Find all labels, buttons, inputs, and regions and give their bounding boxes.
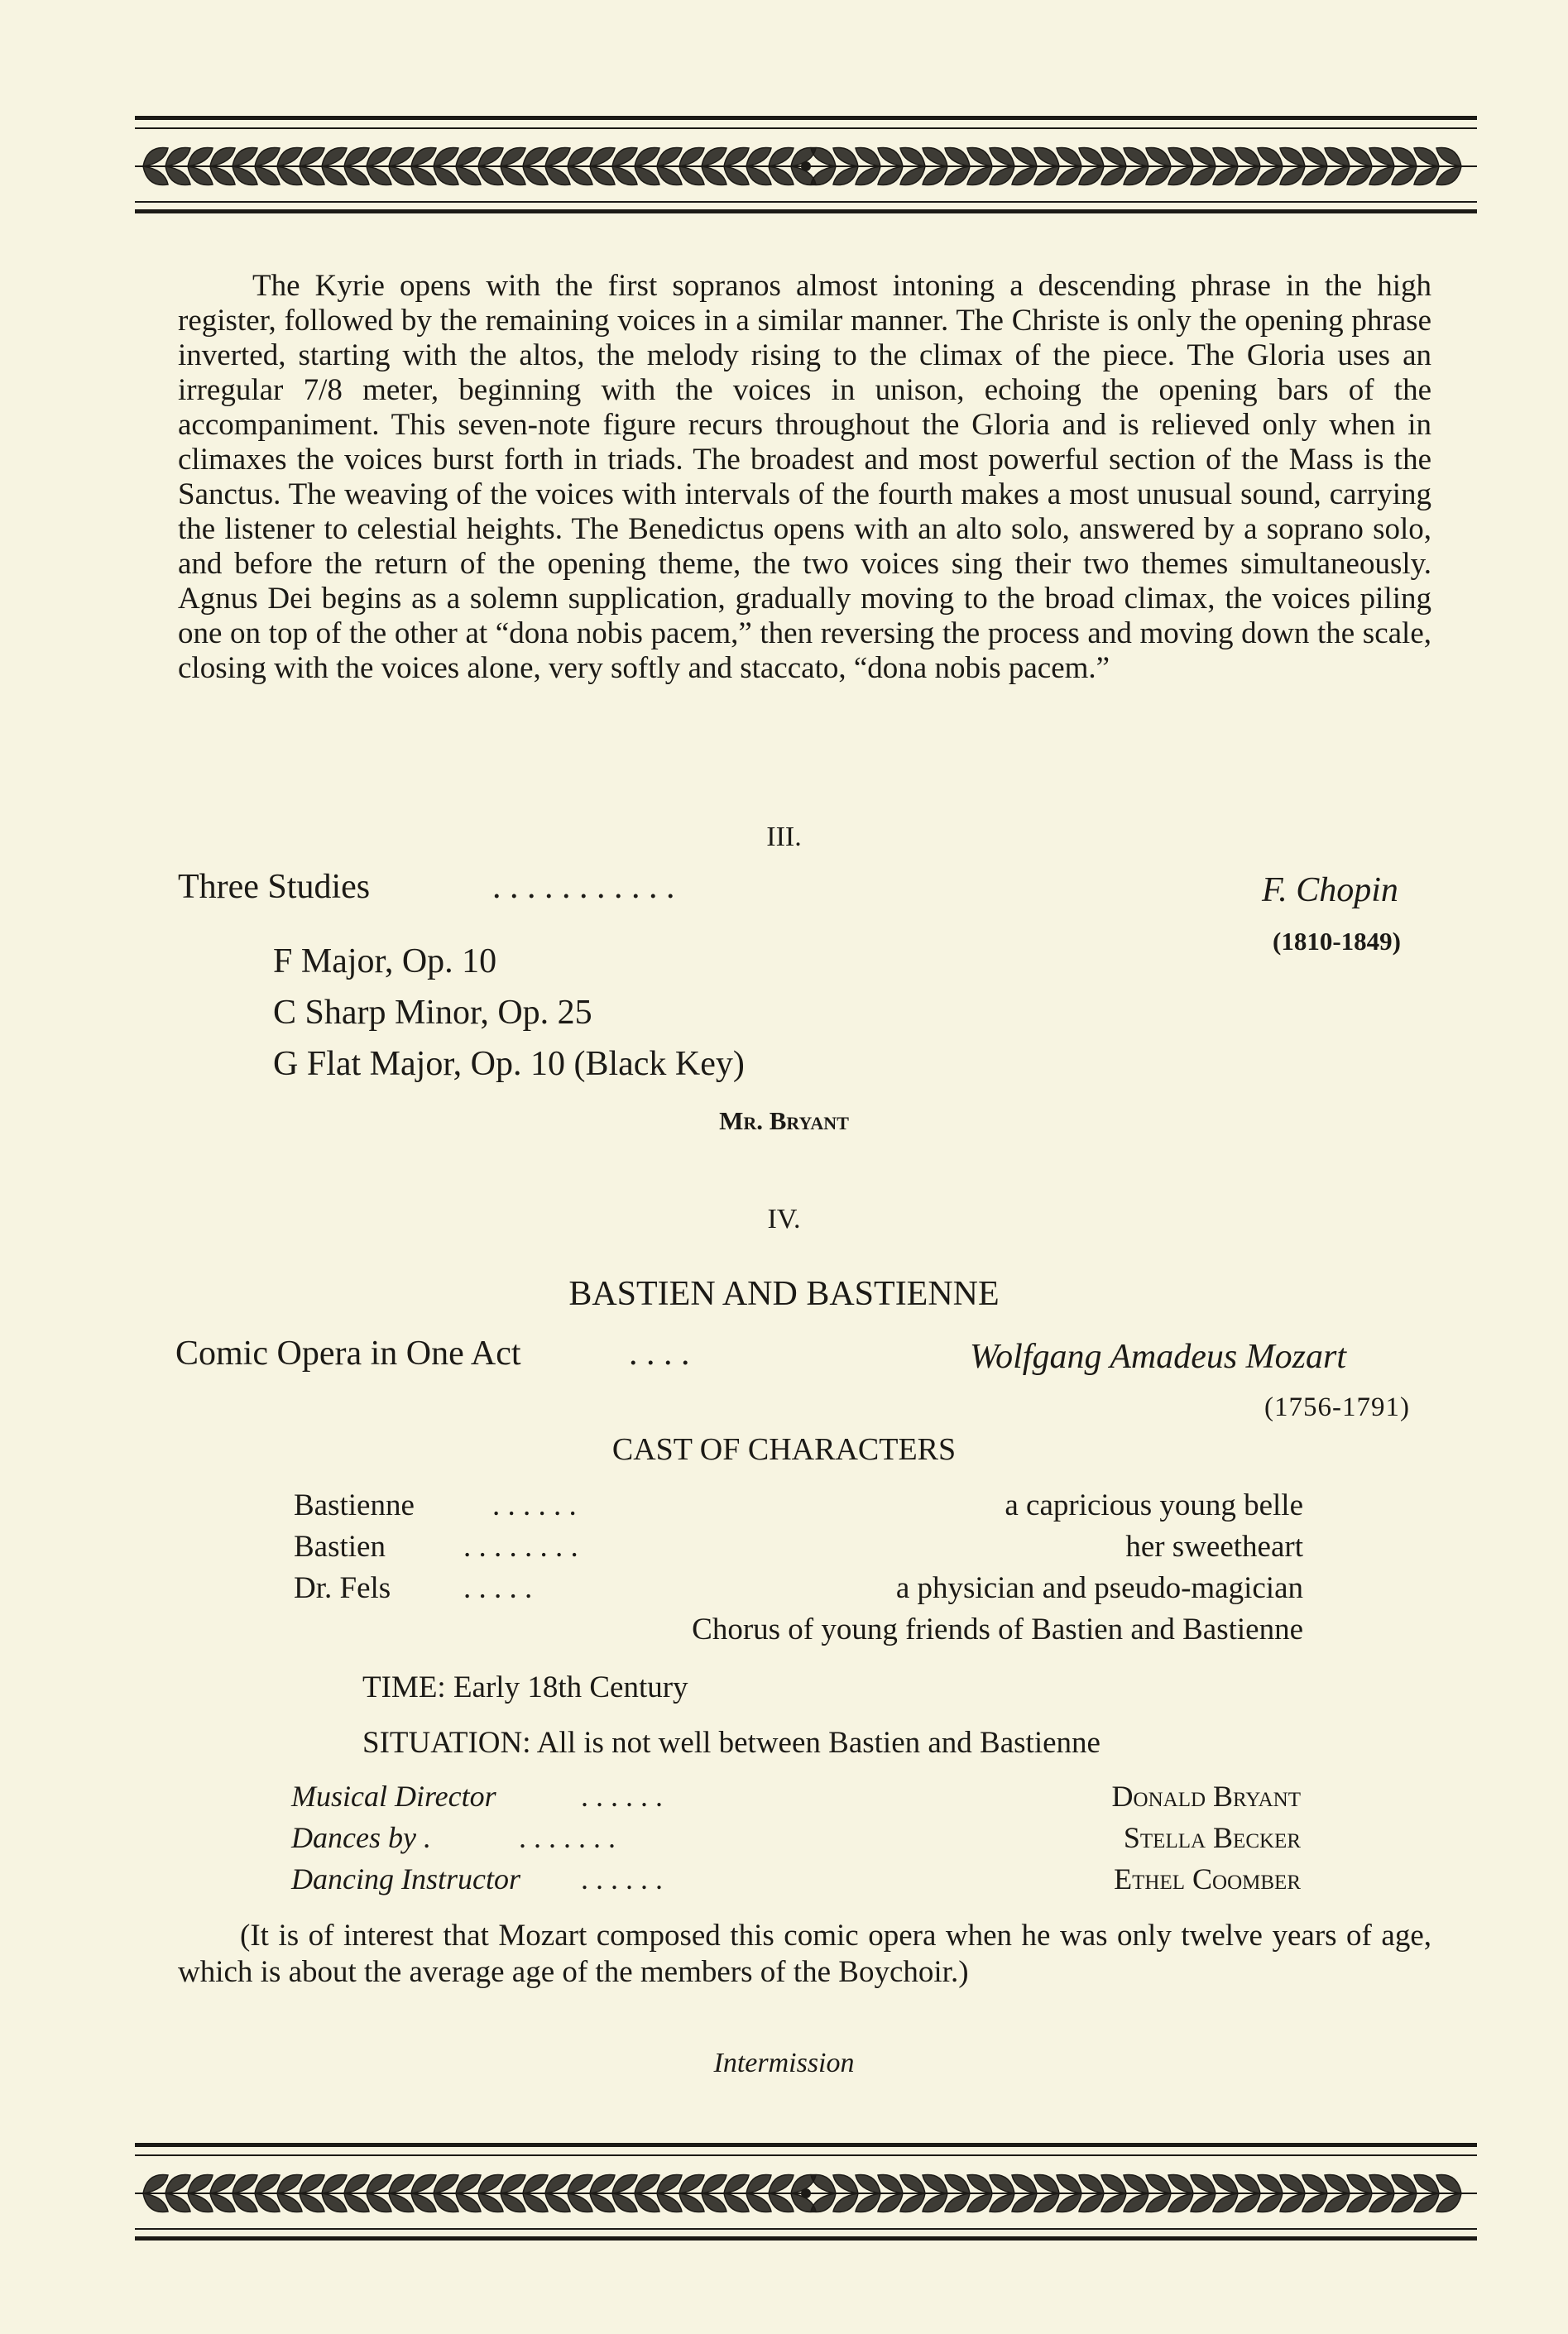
laurel-leaf-icon xyxy=(411,166,436,185)
laurel-leaf-icon xyxy=(1280,147,1305,166)
credit-leader-dots: . . . . . . xyxy=(581,1780,663,1813)
laurel-leaf-icon xyxy=(344,147,369,166)
laurel-leaf-icon xyxy=(501,166,525,185)
laurel-leaf-icon xyxy=(990,2174,1014,2193)
laurel-leaf-icon xyxy=(1012,147,1037,166)
laurel-leaf-icon xyxy=(389,2193,414,2212)
laurel-leaf-icon xyxy=(1213,2174,1238,2193)
laurel-leaf-icon xyxy=(1235,166,1260,185)
laurel-leaf-icon xyxy=(967,2193,992,2212)
cast-description: her sweetheart xyxy=(1125,1530,1303,1564)
laurel-leaf-icon xyxy=(501,2174,525,2193)
laurel-leaf-icon xyxy=(1235,2174,1260,2193)
laurel-leaf-icon xyxy=(1191,147,1216,166)
laurel-leaf-icon xyxy=(1057,147,1081,166)
laurel-leaf-icon xyxy=(1191,2174,1216,2193)
laurel-leaf-icon xyxy=(568,166,592,185)
laurel-leaf-icon xyxy=(1414,2174,1439,2193)
laurel-leaf-icon xyxy=(322,2174,347,2193)
laurel-leaf-icon xyxy=(233,166,257,185)
laurel-leaf-icon xyxy=(724,147,749,166)
laurel-leaf-icon xyxy=(1034,147,1059,166)
laurel-leaf-icon xyxy=(165,2174,190,2193)
credit-label: Dancing Instructor xyxy=(291,1862,520,1895)
laurel-leaf-icon xyxy=(188,2193,213,2212)
laurel-leaf-icon xyxy=(1369,2174,1394,2193)
laurel-leaf-icon xyxy=(923,2193,947,2212)
bottom-rule-outer xyxy=(135,2143,1477,2147)
laurel-leaf-icon xyxy=(545,166,570,185)
laurel-leaf-icon xyxy=(657,2174,682,2193)
study-item: F Major, Op. 10 xyxy=(273,942,497,980)
laurel-leaf-icon xyxy=(833,147,858,166)
laurel-leaf-icon xyxy=(434,166,458,185)
laurel-leaf-icon xyxy=(856,147,880,166)
laurel-border-icon xyxy=(135,2164,1477,2222)
laurel-leaf-icon xyxy=(411,2193,436,2212)
laurel-leaf-icon xyxy=(945,147,970,166)
laurel-leaf-icon xyxy=(1302,2174,1327,2193)
laurel-leaf-icon xyxy=(1124,2174,1148,2193)
laurel-leaf-icon xyxy=(322,147,347,166)
laurel-leaf-icon xyxy=(1436,2193,1461,2212)
laurel-leaf-icon xyxy=(545,2193,570,2212)
laurel-leaf-icon xyxy=(300,2174,324,2193)
laurel-leaf-icon xyxy=(1235,147,1260,166)
laurel-leaf-icon xyxy=(1012,2174,1037,2193)
laurel-leaf-icon xyxy=(165,166,190,185)
laurel-leaf-icon xyxy=(856,166,880,185)
laurel-leaf-icon xyxy=(434,147,458,166)
laurel-leaf-icon xyxy=(1213,147,1238,166)
laurel-leaf-icon xyxy=(769,147,794,166)
laurel-leaf-icon xyxy=(1124,2193,1148,2212)
top-laurel-border xyxy=(135,116,1477,228)
laurel-leaf-icon xyxy=(1034,2174,1059,2193)
laurel-leaf-icon xyxy=(590,147,615,166)
laurel-leaf-icon xyxy=(344,166,369,185)
laurel-leaf-icon xyxy=(322,2193,347,2212)
laurel-leaf-icon xyxy=(523,166,548,185)
laurel-leaf-icon xyxy=(833,166,858,185)
laurel-leaf-icon xyxy=(1124,166,1148,185)
laurel-leaf-icon xyxy=(679,2174,704,2193)
laurel-leaf-icon xyxy=(255,2193,280,2212)
study-item: C Sharp Minor, Op. 25 xyxy=(273,994,592,1032)
laurel-leaf-icon xyxy=(434,2174,458,2193)
laurel-leaf-icon xyxy=(1392,2193,1417,2212)
laurel-leaf-icon xyxy=(1325,2193,1350,2212)
laurel-leaf-icon xyxy=(233,2174,257,2193)
laurel-leaf-icon xyxy=(746,147,771,166)
section-numeral-iv: IV. xyxy=(767,1204,801,1234)
laurel-leaf-icon xyxy=(545,2174,570,2193)
title-leader-dots: . . . . . . . . . . . xyxy=(492,868,675,906)
laurel-leaf-icon xyxy=(1369,166,1394,185)
laurel-leaf-icon xyxy=(255,166,280,185)
laurel-leaf-icon xyxy=(1213,166,1238,185)
laurel-leaf-icon xyxy=(1325,2174,1350,2193)
laurel-leaf-icon xyxy=(300,147,324,166)
laurel-leaf-icon xyxy=(612,147,637,166)
laurel-leaf-icon xyxy=(1302,166,1327,185)
bottom-rule-outer-bottom xyxy=(135,2236,1477,2241)
laurel-leaf-icon xyxy=(724,166,749,185)
laurel-leaf-icon xyxy=(1101,2193,1126,2212)
laurel-leaf-icon xyxy=(1146,2174,1171,2193)
laurel-leaf-icon xyxy=(1258,166,1283,185)
laurel-leaf-icon xyxy=(210,166,235,185)
mozart-note: (It is of interest that Mozart composed this comic opera when he was only twelve years of age, which is about the average age of the members of the Boychoir.) xyxy=(178,1919,1431,1989)
laurel-leaf-icon xyxy=(523,2193,548,2212)
top-rule-inner-bottom xyxy=(135,201,1477,203)
laurel-border-icon xyxy=(135,137,1477,195)
laurel-leaf-icon xyxy=(1146,166,1171,185)
opera-title: BASTIEN AND BASTIENNE xyxy=(568,1275,1000,1313)
laurel-leaf-icon xyxy=(456,2174,481,2193)
laurel-leaf-icon xyxy=(143,147,168,166)
laurel-leaf-icon xyxy=(702,2174,726,2193)
laurel-leaf-icon xyxy=(990,147,1014,166)
laurel-leaf-icon xyxy=(769,2193,794,2212)
laurel-leaf-icon xyxy=(1057,166,1081,185)
laurel-leaf-icon xyxy=(1101,166,1126,185)
laurel-leaf-icon xyxy=(568,2193,592,2212)
laurel-leaf-icon xyxy=(945,2193,970,2212)
laurel-leaf-icon xyxy=(188,166,213,185)
laurel-leaf-icon xyxy=(277,166,302,185)
laurel-leaf-icon xyxy=(210,147,235,166)
laurel-leaf-icon xyxy=(679,2193,704,2212)
laurel-leaf-icon xyxy=(143,2174,168,2193)
top-rule-inner xyxy=(135,127,1477,129)
composer-chopin: F. Chopin xyxy=(1262,871,1398,909)
laurel-leaf-icon xyxy=(456,147,481,166)
laurel-leaf-icon xyxy=(769,2174,794,2193)
laurel-leaf-icon xyxy=(1258,2174,1283,2193)
laurel-leaf-icon xyxy=(1168,166,1193,185)
laurel-leaf-icon xyxy=(1258,147,1283,166)
laurel-leaf-icon xyxy=(811,2193,836,2212)
laurel-leaf-icon xyxy=(967,2174,992,2193)
laurel-leaf-icon xyxy=(702,147,726,166)
laurel-leaf-icon xyxy=(590,2174,615,2193)
chorus-description: Chorus of young friends of Bastien and Bastienne xyxy=(692,1613,1303,1646)
laurel-leaf-icon xyxy=(367,2174,391,2193)
laurel-leaf-icon xyxy=(1436,166,1461,185)
laurel-leaf-icon xyxy=(1057,2193,1081,2212)
laurel-leaf-icon xyxy=(1414,147,1439,166)
laurel-leaf-icon xyxy=(1235,2193,1260,2212)
laurel-leaf-icon xyxy=(255,147,280,166)
situation-line: SITUATION: All is not well between Bastien and Bastienne xyxy=(362,1726,1100,1760)
laurel-leaf-icon xyxy=(1369,2193,1394,2212)
laurel-leaf-icon xyxy=(411,2174,436,2193)
laurel-leaf-icon xyxy=(856,2193,880,2212)
credit-label: Musical Director xyxy=(291,1780,496,1813)
cast-leader-dots: . . . . . . xyxy=(492,1488,577,1522)
laurel-leaf-icon xyxy=(1101,147,1126,166)
laurel-leaf-icon xyxy=(635,147,659,166)
laurel-leaf-icon xyxy=(1414,2193,1439,2212)
laurel-leaf-icon xyxy=(590,2193,615,2212)
laurel-leaf-icon xyxy=(1347,2174,1372,2193)
cast-leader-dots: . . . . . xyxy=(463,1571,533,1605)
laurel-leaf-icon xyxy=(277,147,302,166)
credit-name: Stella Becker xyxy=(1123,1821,1301,1854)
subtitle-leader-dots: . . . . xyxy=(629,1335,690,1373)
laurel-leaf-icon xyxy=(590,166,615,185)
laurel-leaf-icon xyxy=(878,2174,903,2193)
laurel-leaf-icon xyxy=(833,2193,858,2212)
cast-heading: CAST OF CHARACTERS xyxy=(611,1432,957,1467)
laurel-leaf-icon xyxy=(456,166,481,185)
laurel-leaf-icon xyxy=(657,147,682,166)
cast-description: a capricious young belle xyxy=(1005,1488,1303,1522)
laurel-leaf-icon xyxy=(612,2174,637,2193)
laurel-leaf-icon xyxy=(367,2193,391,2212)
top-rule-outer-bottom xyxy=(135,209,1477,213)
composer-dates-chopin: (1810-1849) xyxy=(1273,927,1401,956)
laurel-leaf-icon xyxy=(165,2193,190,2212)
laurel-leaf-icon xyxy=(478,147,503,166)
laurel-leaf-icon xyxy=(143,166,168,185)
laurel-leaf-icon xyxy=(434,2193,458,2212)
laurel-leaf-icon xyxy=(635,166,659,185)
laurel-leaf-icon xyxy=(724,2193,749,2212)
laurel-leaf-icon xyxy=(702,166,726,185)
performer-name: Mr. Bryant xyxy=(719,1106,849,1135)
laurel-leaf-icon xyxy=(277,2174,302,2193)
credit-leader-dots: . . . . . . . xyxy=(519,1821,616,1854)
laurel-leaf-icon xyxy=(1280,2174,1305,2193)
intermission-label: Intermission xyxy=(713,2048,855,2078)
laurel-leaf-icon xyxy=(1213,2193,1238,2212)
laurel-leaf-icon xyxy=(1079,166,1104,185)
laurel-leaf-icon xyxy=(746,2193,771,2212)
top-rule-outer xyxy=(135,116,1477,120)
laurel-leaf-icon xyxy=(1168,2193,1193,2212)
laurel-leaf-icon xyxy=(1079,2174,1104,2193)
laurel-leaf-icon xyxy=(923,166,947,185)
laurel-leaf-icon xyxy=(612,2193,637,2212)
laurel-leaf-icon xyxy=(833,2174,858,2193)
laurel-leaf-icon xyxy=(900,2193,925,2212)
bottom-rule-inner xyxy=(135,2154,1477,2156)
cast-role: Bastienne xyxy=(294,1488,415,1522)
laurel-leaf-icon xyxy=(1280,2193,1305,2212)
laurel-leaf-icon xyxy=(1146,2193,1171,2212)
mass-description: The Kyrie opens with the first sopranos almost intoning a descending phrase in the high register, followed by the remaining voices in a similar manner. The Christe is only the opening phrase inverted, starting with the altos, the melody rising to the climax of the piece. The Gloria uses an irregular 7/8 meter, beginning with the voices in unison, echoing the opening bars of the accompaniment. This seven-note figure recurs throughout the Gloria and is relieved only when in climaxes the voices burst forth in triads. The broadest and most powerful section of the Mass is the Sanctus. The weaving of the voices with intervals of the fourth makes a most unusual sound, carrying the listener to celestial heights. The Benedictus opens with an alto solo, answered by a soprano solo, and before the return of the opening theme, the two voices sing their two themes simultaneously. Agnus Dei begins as a solemn supplication, gradually moving to the broad climax, the voices piling one on top of the other at “dona nobis pacem,” then reversing the process and moving down the scale, closing with the voices alone, very softly and staccato, “dona nobis pacem.” xyxy=(178,269,1431,685)
laurel-leaf-icon xyxy=(1079,147,1104,166)
laurel-leaf-icon xyxy=(188,147,213,166)
laurel-leaf-icon xyxy=(1191,2193,1216,2212)
laurel-leaf-icon xyxy=(657,2193,682,2212)
credit-leader-dots: . . . . . . xyxy=(581,1862,663,1895)
cast-description: a physician and pseudo-magician xyxy=(895,1571,1303,1605)
laurel-leaf-icon xyxy=(568,2174,592,2193)
laurel-leaf-icon xyxy=(165,147,190,166)
laurel-leaf-icon xyxy=(878,2193,903,2212)
laurel-leaf-icon xyxy=(635,2174,659,2193)
laurel-leaf-icon xyxy=(1392,2174,1417,2193)
laurel-leaf-icon xyxy=(1168,2174,1193,2193)
laurel-leaf-icon xyxy=(679,147,704,166)
laurel-leaf-icon xyxy=(478,166,503,185)
laurel-leaf-icon xyxy=(1079,2193,1104,2212)
laurel-leaf-icon xyxy=(389,147,414,166)
piece-title-three-studies: Three Studies xyxy=(178,868,371,906)
laurel-leaf-icon xyxy=(478,2193,503,2212)
laurel-leaf-icon xyxy=(1347,2193,1372,2212)
laurel-leaf-icon xyxy=(233,2193,257,2212)
laurel-leaf-icon xyxy=(811,147,836,166)
laurel-leaf-icon xyxy=(255,2174,280,2193)
laurel-leaf-icon xyxy=(501,2193,525,2212)
laurel-leaf-icon xyxy=(1436,147,1461,166)
time-line: TIME: Early 18th Century xyxy=(362,1670,688,1704)
laurel-leaf-icon xyxy=(746,166,771,185)
laurel-leaf-icon xyxy=(1325,147,1350,166)
laurel-leaf-icon xyxy=(900,147,925,166)
laurel-leaf-icon xyxy=(188,2174,213,2193)
laurel-leaf-icon xyxy=(210,2193,235,2212)
laurel-leaf-icon xyxy=(900,2174,925,2193)
laurel-leaf-icon xyxy=(1146,147,1171,166)
laurel-leaf-icon xyxy=(724,2174,749,2193)
laurel-leaf-icon xyxy=(1302,2193,1327,2212)
laurel-leaf-icon xyxy=(300,166,324,185)
laurel-leaf-icon xyxy=(1347,166,1372,185)
laurel-leaf-icon xyxy=(856,2174,880,2193)
laurel-leaf-icon xyxy=(389,2174,414,2193)
laurel-leaf-icon xyxy=(612,166,637,185)
laurel-leaf-icon xyxy=(1392,147,1417,166)
laurel-leaf-icon xyxy=(1191,166,1216,185)
laurel-leaf-icon xyxy=(1124,147,1148,166)
credit-label: Dances by . xyxy=(291,1821,431,1854)
laurel-center-icon xyxy=(801,161,811,171)
laurel-leaf-icon xyxy=(811,166,836,185)
laurel-leaf-icon xyxy=(923,2174,947,2193)
laurel-leaf-icon xyxy=(702,2193,726,2212)
laurel-leaf-icon xyxy=(1302,147,1327,166)
laurel-leaf-icon xyxy=(277,2193,302,2212)
section-numeral-iii: III. xyxy=(766,822,802,852)
laurel-leaf-icon xyxy=(679,166,704,185)
laurel-leaf-icon xyxy=(945,2174,970,2193)
laurel-leaf-icon xyxy=(411,147,436,166)
laurel-leaf-icon xyxy=(900,166,925,185)
laurel-leaf-icon xyxy=(210,2174,235,2193)
laurel-leaf-icon xyxy=(367,166,391,185)
laurel-leaf-icon xyxy=(990,2193,1014,2212)
laurel-leaf-icon xyxy=(746,2174,771,2193)
laurel-leaf-icon xyxy=(635,2193,659,2212)
laurel-leaf-icon xyxy=(523,147,548,166)
laurel-leaf-icon xyxy=(1280,166,1305,185)
composer-mozart: Wolfgang Amadeus Mozart xyxy=(970,1338,1347,1376)
bottom-rule-inner-bottom xyxy=(135,2228,1477,2230)
laurel-leaf-icon xyxy=(1414,166,1439,185)
laurel-leaf-icon xyxy=(990,166,1014,185)
laurel-leaf-icon xyxy=(1258,2193,1283,2212)
laurel-leaf-icon xyxy=(389,166,414,185)
laurel-leaf-icon xyxy=(878,166,903,185)
laurel-leaf-icon xyxy=(523,2174,548,2193)
credit-name: Donald Bryant xyxy=(1111,1780,1301,1813)
laurel-leaf-icon xyxy=(811,2174,836,2193)
laurel-leaf-icon xyxy=(967,166,992,185)
laurel-leaf-icon xyxy=(143,2193,168,2212)
laurel-leaf-icon xyxy=(1057,2174,1081,2193)
laurel-leaf-icon xyxy=(1347,147,1372,166)
laurel-leaf-icon xyxy=(1034,166,1059,185)
laurel-leaf-icon xyxy=(769,166,794,185)
bottom-laurel-border xyxy=(135,2143,1477,2255)
laurel-leaf-icon xyxy=(1392,166,1417,185)
laurel-leaf-icon xyxy=(478,2174,503,2193)
laurel-leaf-icon xyxy=(1168,147,1193,166)
laurel-leaf-icon xyxy=(923,147,947,166)
opera-subtitle: Comic Opera in One Act xyxy=(175,1335,521,1373)
laurel-leaf-icon xyxy=(657,166,682,185)
laurel-leaf-icon xyxy=(967,147,992,166)
laurel-leaf-icon xyxy=(1101,2174,1126,2193)
laurel-center-icon xyxy=(801,2188,811,2198)
cast-role: Dr. Fels xyxy=(294,1571,391,1605)
credit-name: Ethel Coomber xyxy=(1114,1862,1301,1895)
study-item: G Flat Major, Op. 10 (Black Key) xyxy=(273,1045,745,1083)
laurel-leaf-icon xyxy=(322,166,347,185)
laurel-leaf-icon xyxy=(344,2193,369,2212)
laurel-leaf-icon xyxy=(1369,147,1394,166)
laurel-leaf-icon xyxy=(1012,166,1037,185)
laurel-leaf-icon xyxy=(456,2193,481,2212)
laurel-leaf-icon xyxy=(568,147,592,166)
laurel-leaf-icon xyxy=(945,166,970,185)
laurel-leaf-icon xyxy=(367,147,391,166)
cast-leader-dots: . . . . . . . . xyxy=(463,1530,578,1564)
laurel-leaf-icon xyxy=(1012,2193,1037,2212)
laurel-leaf-icon xyxy=(878,147,903,166)
laurel-leaf-icon xyxy=(545,147,570,166)
laurel-leaf-icon xyxy=(1034,2193,1059,2212)
composer-dates-mozart: (1756-1791) xyxy=(1264,1392,1410,1422)
laurel-leaf-icon xyxy=(1325,166,1350,185)
laurel-leaf-icon xyxy=(344,2174,369,2193)
laurel-leaf-icon xyxy=(501,147,525,166)
cast-role: Bastien xyxy=(294,1530,386,1564)
laurel-leaf-icon xyxy=(1436,2174,1461,2193)
laurel-leaf-icon xyxy=(300,2193,324,2212)
laurel-leaf-icon xyxy=(233,147,257,166)
